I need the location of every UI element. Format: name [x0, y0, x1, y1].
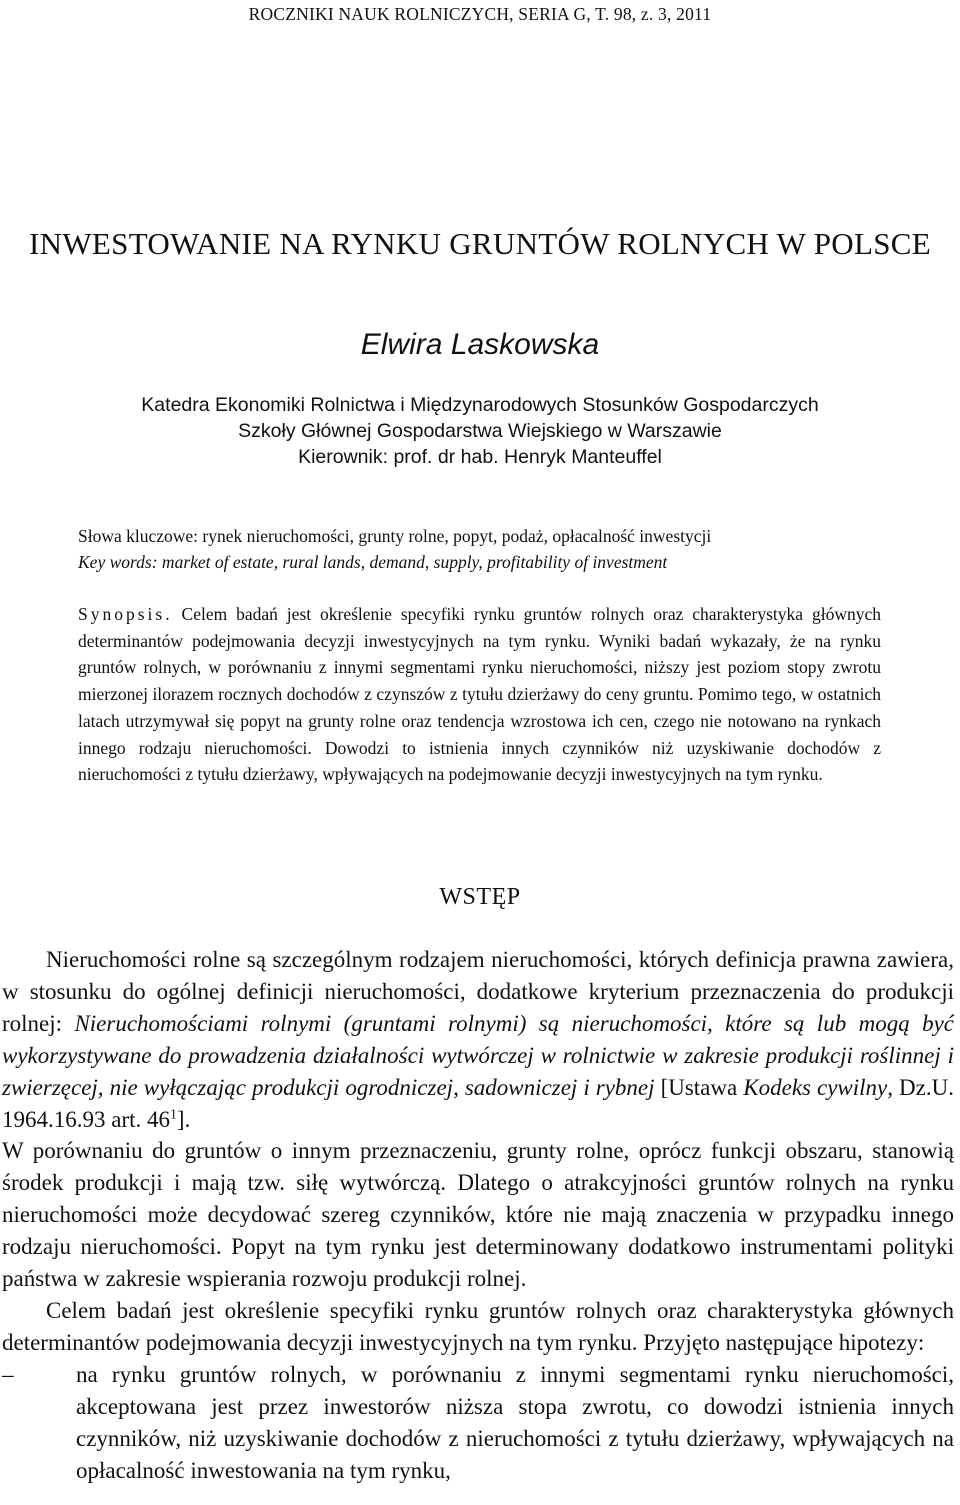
keywords-polish: Słowa kluczowe: rynek nieruchomości, grunty rolne, popyt, podaż, opłacalność inwestycji — [78, 526, 712, 546]
journal-header: ROCZNIKI NAUK ROLNICZYCH, SERIA G, T. 98, z. 3, 2011 — [248, 4, 712, 24]
citation-text: ]. — [176, 1106, 191, 1132]
synopsis-label: Synopsis. — [78, 604, 173, 624]
synopsis-text: Celem badań jest określenie specyfiki rynku gruntów rolnych oraz charakterystyka głównych determinantów podejmowania decyzji inwestycyjnych na tym rynku. Wyniki badań wykazały, że na rynku gruntów rolnych, w porównaniu z innymi segmentami rynku nieruchomości, niższy jest poziom stopy zwrotu mierzonej ilorazem rocznych dochodów z czynszów z tytułu dzierżawy do ceny gruntu. Pomimo tego, w ostatnich latach utrzymywał się popyt na grunty rolne oraz tendencja wzrostowa ich cen, czego nie notowano na rynkach innego rodzaju nieruchomości. Dowodzi to istnienia innych czynników niż uzyskiwanie dochodów z nieruchomości z tytułu dzierżawy, wpływających na podejmowanie decyzji inwestycyjnych na tym rynku. — [78, 604, 881, 785]
hypothesis-item — [2, 1359, 954, 1487]
citation-superscript: 1 — [170, 1105, 177, 1121]
affiliation-department: Katedra Ekonomiki Rolnictwa i Międzynarodowych Stosunków Gospodarczych — [141, 394, 819, 416]
dash-marker: – — [2, 1361, 14, 1387]
synopsis — [78, 601, 881, 788]
affiliation-head: Kierownik: prof. dr hab. Henryk Manteuffel — [298, 446, 662, 468]
citation-text: [Ustawa — [654, 1074, 744, 1100]
keywords-english: Key words: market of estate, rural lands, demand, supply, profitability of investment — [78, 552, 668, 572]
section-heading: WSTĘP — [439, 884, 521, 910]
paragraph-comparison: W porównaniu do gruntów o innym przeznaczeniu, grunty rolne, oprócz funkcji obszaru, stanowią środek produkcji i mają tzw. siłę wytwórczą. Dlatego o atrakcyjności gruntów rolnych na rynku nieruchomości może decydować szereg czynników, które nie mają znaczenia w przypadku innego rodzaju nieruchomości. Popyt na tym rynku jest determinowany dodatkowo instrumentami polityki państwa w zakresie wspierania rozwoju produkcji rolnej. — [2, 1138, 954, 1292]
citation-title: Kodeks cywilny — [743, 1074, 888, 1100]
paragraph-aim: Celem badań jest określenie specyfiki rynku gruntów rolnych oraz charakterystyka głównych determinantów podejmowania decyzji inwestycyjnych na tym rynku. Przyjęto następujące hipotezy: — [2, 1297, 954, 1355]
body-text — [2, 944, 954, 1486]
hypothesis-text: na rynku gruntów rolnych, w porównaniu z innymi segmentami rynku nieruchomości, akceptowana jest przez inwestorów niższa stopa zwrotu, co dowodzi istnienia innych czynników, niż uzyskiwanie dochodów z nieruchomości z tytułu dzierżawy, wpływających na opłacalność inwestowania na tym rynku, — [76, 1361, 954, 1483]
legal-quote: Nieruchomościami rolnymi (gruntami rolnymi) są nieruchomości, które są lub mogą być wykorzystywane do prowadzenia działalności wytwórczej w rolnictwie w zakresie produkcji roślinnej i zwierzęcej, nie wyłączając produkcji ogrodniczej, sadowniczej i rybnej — [2, 1010, 954, 1100]
author-name: Elwira Laskowska — [360, 328, 600, 361]
citation-text: , Dz.U. 1964.16.93 art. 46 — [2, 1074, 954, 1132]
article-title: INWESTOWANIE NA RYNKU GRUNTÓW ROLNYCH W POLSCE — [29, 226, 931, 261]
affiliation-university: Szkoły Głównej Gospodarstwa Wiejskiego w Warszawie — [238, 420, 722, 442]
paragraph-text: Nieruchomości rolne są szczególnym rodzajem nieruchomości, których definicja prawna zawiera, w stosunku do ogólnej definicji nieruchomości, dodatkowe kryterium przeznaczenia do produkcji rolnej: — [2, 947, 954, 1036]
paragraph-definition — [2, 944, 954, 1135]
